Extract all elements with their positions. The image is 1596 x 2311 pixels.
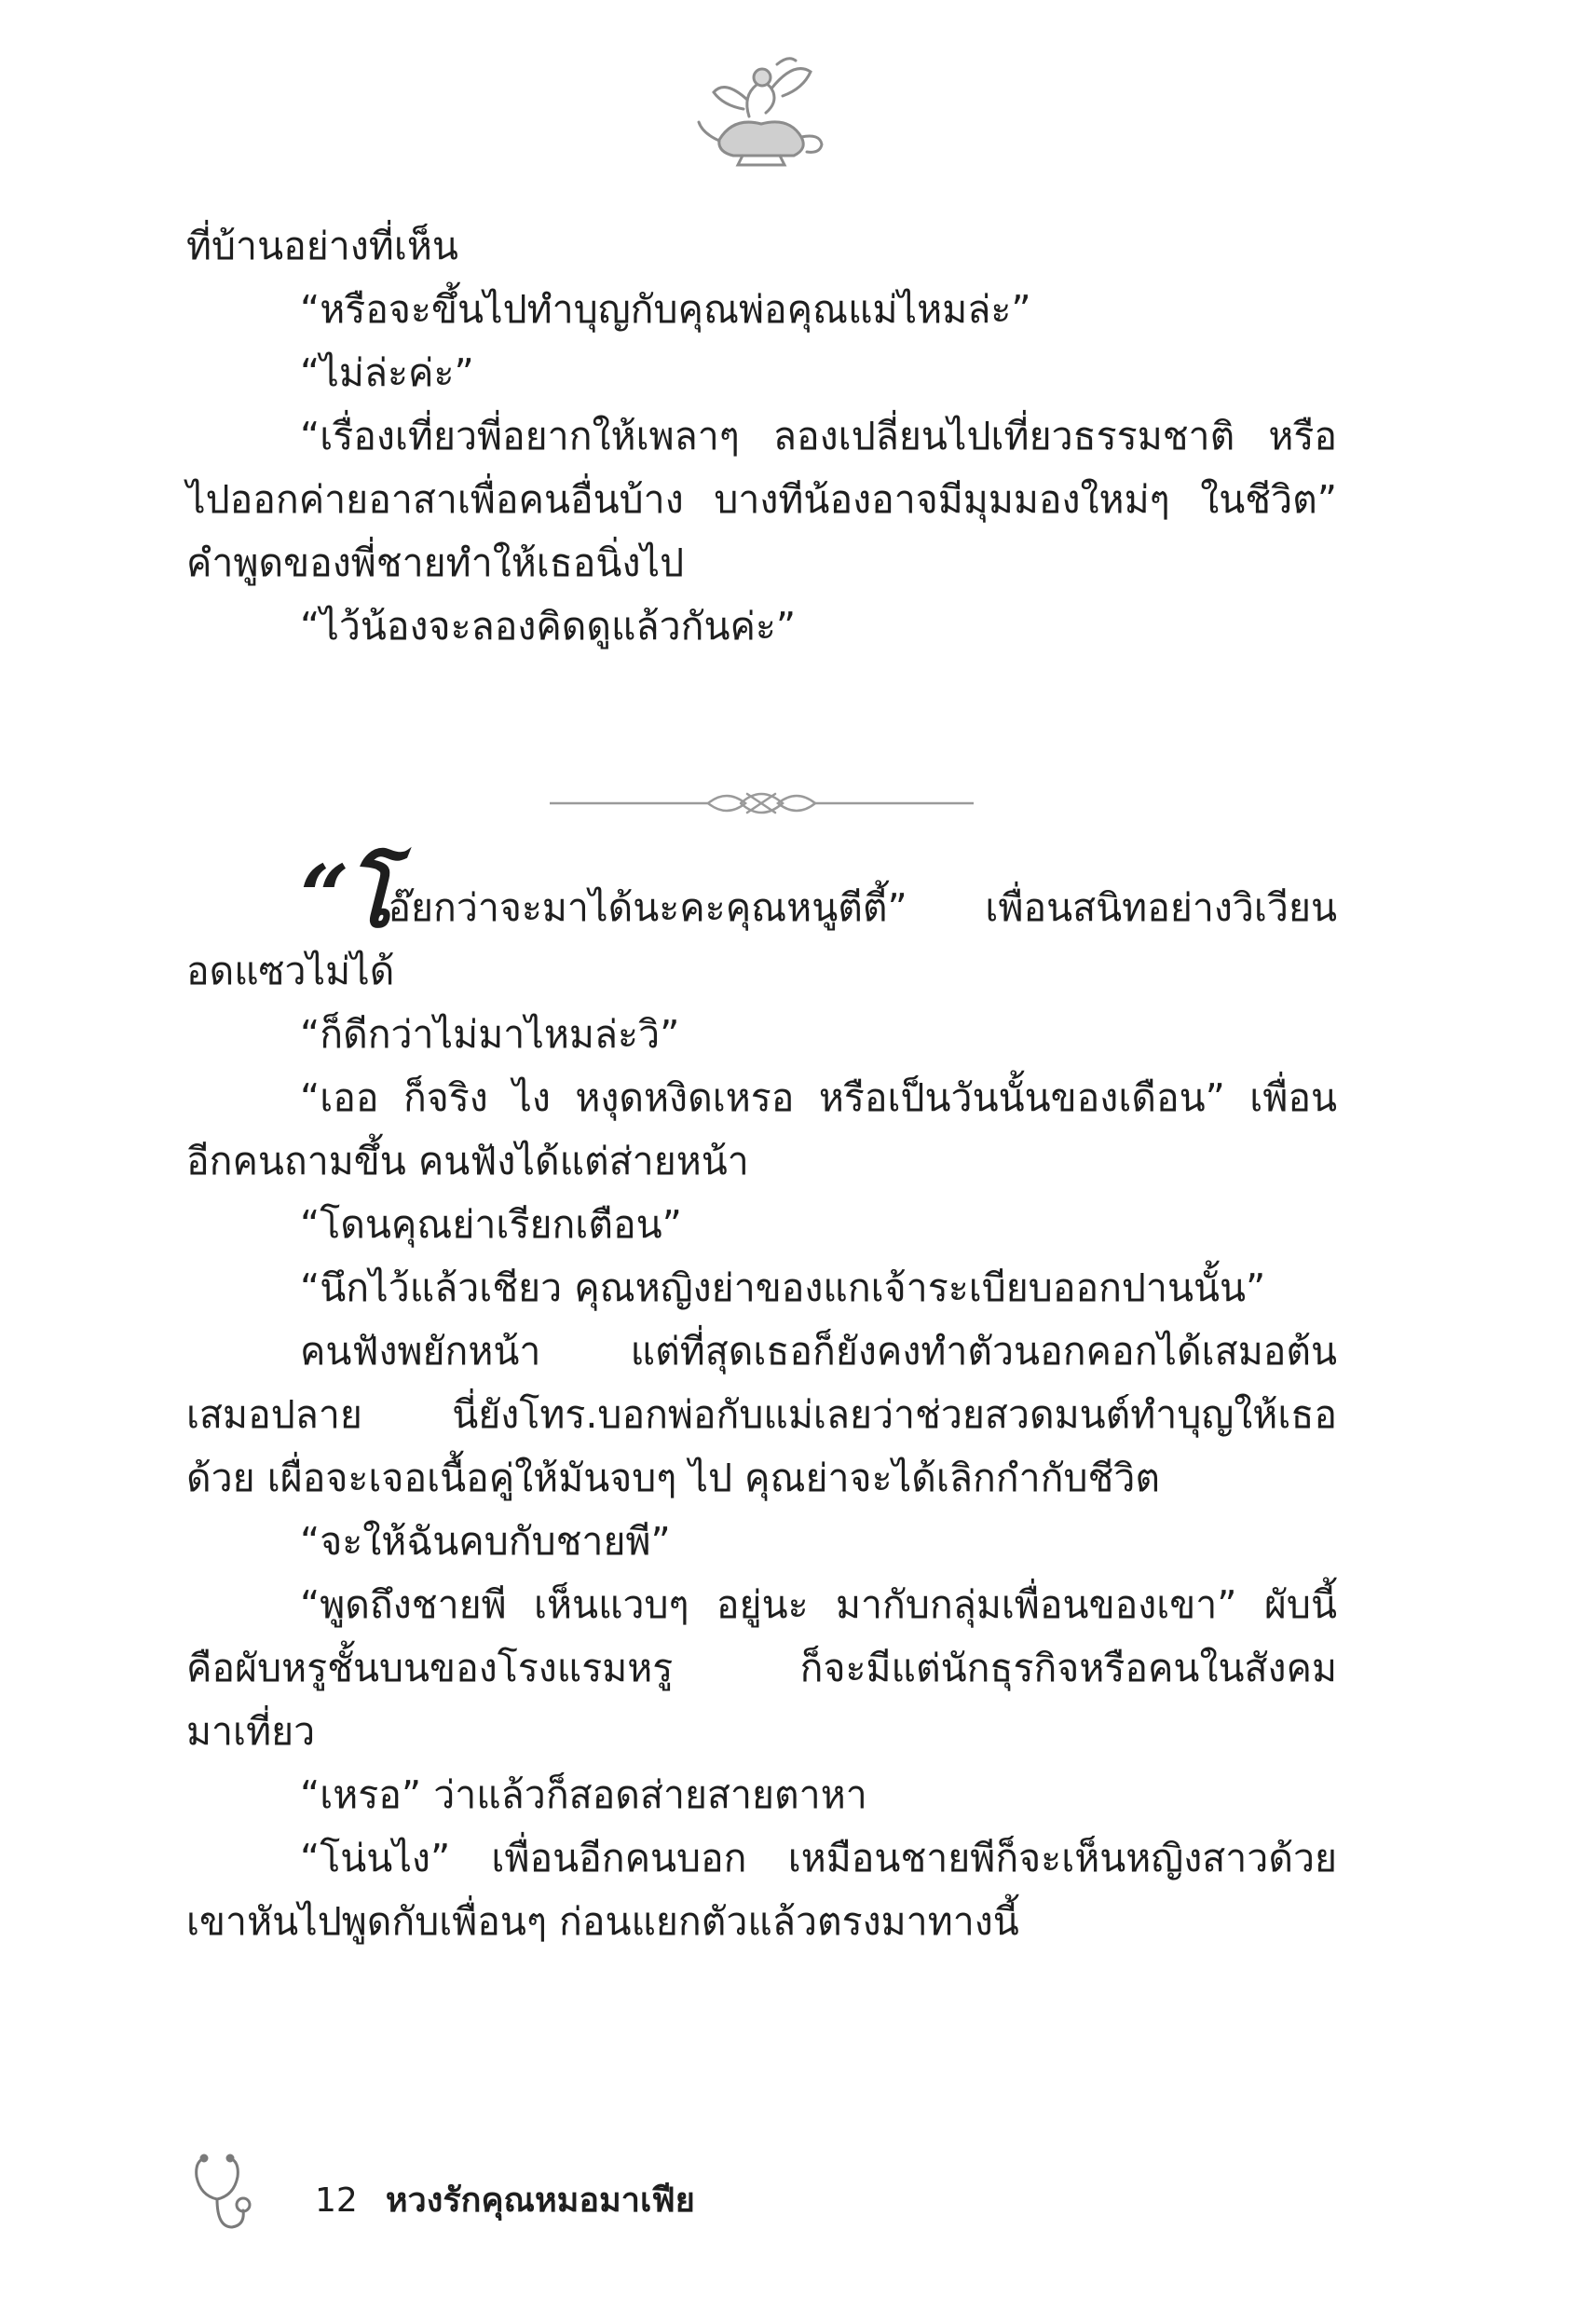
paragraph-line: “ก็ดีกว่าไม่มาไหมล่ะวิ” bbox=[300, 1012, 680, 1057]
paragraph-line: เสมอปลาย นี่ยังโทร.บอกพ่อกับแม่เลยว่าช่วยสวดมนต์ทำบุญให้เธอ bbox=[186, 1392, 1337, 1437]
page-number: 12 bbox=[315, 2181, 358, 2220]
paragraph-line: “ไว้น้องจะลองคิดดูแล้วกันค่ะ” bbox=[300, 604, 797, 649]
paragraph-line: “พูดถึงชายพี เห็นแวบๆ อยู่นะ มากับกลุ่มเพื่อนของเขา” ผับนี้ bbox=[300, 1582, 1337, 1627]
paragraph-line: “จะให้ฉันคบกับชายพี” bbox=[300, 1519, 671, 1564]
paragraph-line: “หรือจะขึ้นไปทำบุญกับคุณพ่อคุณแม่ไหมล่ะ” bbox=[300, 287, 1031, 332]
paragraph-line: “เรื่องเที่ยวพี่อยากให้เพลาๆ ลองเปลี่ยนไปเที่ยวธรรมชาติ หรือ bbox=[300, 414, 1337, 458]
drop-cap: “โ bbox=[300, 846, 389, 947]
paragraph-line: มาเที่ยว bbox=[186, 1709, 316, 1754]
paragraph-line: ที่บ้านอย่างที่เห็น bbox=[186, 224, 458, 268]
paragraph-line: “ไม่ล่ะค่ะ” bbox=[300, 350, 474, 395]
paragraph-line: ด้วย เผื่อจะเจอเนื้อคู่ให้มันจบๆ ไป คุณย่าจะได้เลิกกำกับชีวิต bbox=[186, 1456, 1160, 1500]
paragraph-line: “โน่นไง” เพื่อนอีกคนบอก เหมือนชายพีก็จะเห็นหญิงสาวด้วย bbox=[300, 1836, 1337, 1880]
first-line-text: อ๊ยกว่าจะมาได้นะคะคุณหนูตีตี้” เพื่อนสนิทอย่างวิเวียน bbox=[388, 885, 1337, 930]
section-2-text bbox=[186, 846, 1337, 1953]
paragraph-line: เขาหันไปพูดกับเพื่อนๆ ก่อนแยกตัวแล้วตรงมาทางนี้ bbox=[186, 1899, 1019, 1944]
book-title: หวงรักคุณหมอมาเฟีย bbox=[385, 2181, 695, 2220]
paragraph-line: “เออ ก็จริง ไง หงุดหงิดเหรอ หรือเป็นวันนั้นของเดือน” เพื่อน bbox=[300, 1075, 1337, 1120]
paragraph-line: อีกคนถามขึ้น คนฟังได้แต่ส่ายหน้า bbox=[186, 1139, 749, 1183]
paragraph-line: คนฟังพยักหน้า แต่ที่สุดเธอก็ยังคงทำตัวนอกคอกได้เสมอต้น bbox=[300, 1329, 1337, 1374]
paragraph-line: คำพูดของพี่ชายทำให้เธอนิ่งไป bbox=[186, 540, 685, 585]
paragraph-line: “นึกไว้แล้วเชียว คุณหญิงย่าของแกเจ้าระเบียบออกปานนั้น” bbox=[300, 1265, 1266, 1310]
flourish-divider-icon bbox=[550, 781, 974, 826]
cupid-oil-lamp-icon bbox=[691, 51, 831, 172]
paragraph-first-line bbox=[186, 846, 1337, 947]
stethoscope-icon bbox=[191, 2153, 256, 2236]
paragraph-line: อดแซวไม่ได้ bbox=[186, 949, 395, 993]
section-1-text bbox=[186, 214, 1337, 658]
paragraph-line: ไปออกค่ายอาสาเพื่อคนอื่นบ้าง บางทีน้องอาจมีมุมมองใหม่ๆ ในชีวิต” bbox=[186, 477, 1337, 522]
paragraph-line: คือผับหรูชั้นบนของโรงแรมหรู ก็จะมีแต่นักธุรกิจหรือคนในสังคม bbox=[186, 1646, 1337, 1690]
page-folio bbox=[315, 2181, 695, 2222]
paragraph-line: “โดนคุณย่าเรียกเตือน” bbox=[300, 1202, 682, 1247]
paragraph-line: “เหรอ” ว่าแล้วก็สอดส่ายสายตาหา bbox=[300, 1772, 867, 1817]
